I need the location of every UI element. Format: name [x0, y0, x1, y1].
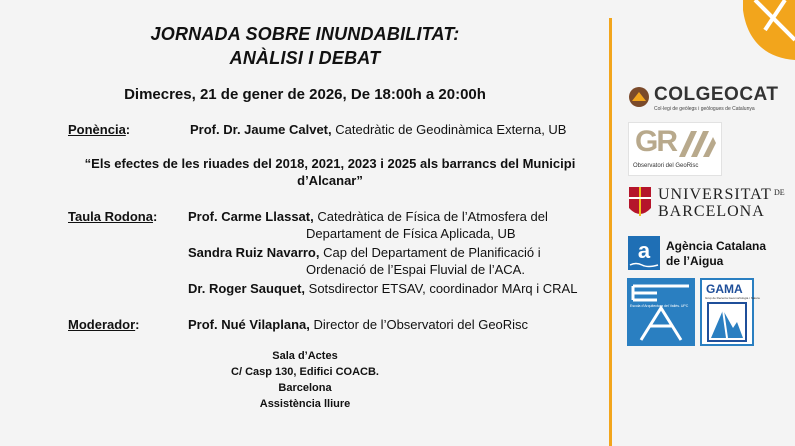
- moderador-person: [188, 317, 528, 332]
- ponencia-row: Ponència:: [68, 122, 131, 137]
- accent-divider: [609, 18, 612, 446]
- gama-mountain-icon: [707, 302, 747, 342]
- corner-logo-graphic: [725, 0, 795, 60]
- gama-subtitle: Grup de Recerca Geomorfologia i Natura: [705, 296, 760, 300]
- ub-logo: [628, 186, 788, 222]
- colgeocat-logo: [628, 84, 788, 114]
- talk-title-line2: d’Alcanar”: [297, 173, 363, 188]
- taula-label: Taula Rodona: [68, 209, 153, 224]
- georisc-mark: [677, 127, 717, 159]
- panelist-3: [188, 281, 577, 296]
- ponencia-name: Prof. Dr. Jaume Calvet,: [190, 122, 332, 137]
- panelist-3-role: Sotsdirector ETSAV, coordinador MArq i CRAL: [308, 281, 578, 296]
- event-title-line1: JORNADA SOBRE INUNDABILITAT:: [150, 24, 460, 44]
- georisc-subtitle: Observatori del GeoRisc: [633, 163, 699, 169]
- venue-city: Barcelona: [278, 382, 332, 394]
- panelist-2-role: Cap del Departament de Planificació i: [323, 245, 541, 260]
- etsav-logo: [627, 278, 695, 346]
- colgeocat-subtitle: Col·legi de geòlegs i geòlogues de Catalunya: [654, 106, 755, 112]
- event-title-line2: ANÀLISI I DEBAT: [229, 48, 381, 68]
- georisc-letters: GR: [635, 125, 676, 158]
- colgeocat-icon: [628, 86, 650, 108]
- colgeocat-name: COLGEOCAT: [654, 84, 779, 105]
- taula-row: Taula Rodona:: [68, 209, 158, 224]
- ponencia-speaker: [190, 122, 566, 137]
- aca-name-line2: de l’Aigua: [666, 254, 724, 268]
- event-date: Dimecres, 21 de gener de 2026, De 18:00h a 20:00h: [124, 86, 486, 103]
- panelist-3-name: Dr. Roger Sauquet,: [188, 281, 306, 296]
- panelist-2: [188, 245, 541, 260]
- venue-room: Sala d’Actes: [272, 350, 338, 362]
- aca-name-line1: Agència Catalana: [666, 239, 767, 253]
- ub-name-de: DE: [774, 188, 785, 197]
- gama-logo: [700, 278, 760, 346]
- venue-attendance: Assistència lliure: [259, 398, 351, 410]
- ponencia-role: Catedràtic de Geodinàmica Externa, UB: [335, 122, 567, 137]
- panelist-1-role: Catedràtica de Física de l’Atmosfera del: [317, 209, 548, 224]
- panelist-2-role-cont: Ordenació de l’Espai Fluvial de l’ACA.: [306, 262, 525, 277]
- venue-address: C/ Casp 130, Edifici COACB.: [231, 366, 379, 378]
- ponencia-label: Ponència: [68, 122, 126, 137]
- georisc-logo: [628, 122, 722, 176]
- talk-title-line1: “Els efectes de les riuades del 2018, 2021, 2023 i 2025 als barrancs del Municipi: [84, 156, 576, 171]
- ub-name-line1: UNIVERSITAT: [658, 186, 772, 203]
- moderador-role: Director de l’Observatori del GeoRisc: [313, 317, 529, 332]
- etsav-subtitle: Escola d’Arquitectura del Vallès. UPC: [630, 304, 689, 308]
- moderador-name: Prof. Nué Vilaplana,: [188, 317, 310, 332]
- aca-icon: [628, 236, 660, 270]
- panelist-1-name: Prof. Carme Llassat,: [188, 209, 314, 224]
- gama-name: GAMA: [706, 282, 743, 296]
- svg-text:a: a: [637, 238, 651, 263]
- panelist-1: [188, 209, 548, 224]
- moderador-label: Moderador: [68, 317, 136, 332]
- talk-title: [60, 155, 600, 189]
- etsav-mark: [627, 278, 695, 346]
- ub-shield-icon: [628, 186, 652, 220]
- ub-name-line2: BARCELONA: [658, 203, 765, 220]
- moderador-row: Moderador:: [68, 317, 140, 332]
- panelist-2-name: Sandra Ruiz Navarro,: [188, 245, 320, 260]
- panelist-1-role-cont: Departament de Física Aplicada, UB: [306, 226, 516, 241]
- aca-logo: [628, 236, 788, 270]
